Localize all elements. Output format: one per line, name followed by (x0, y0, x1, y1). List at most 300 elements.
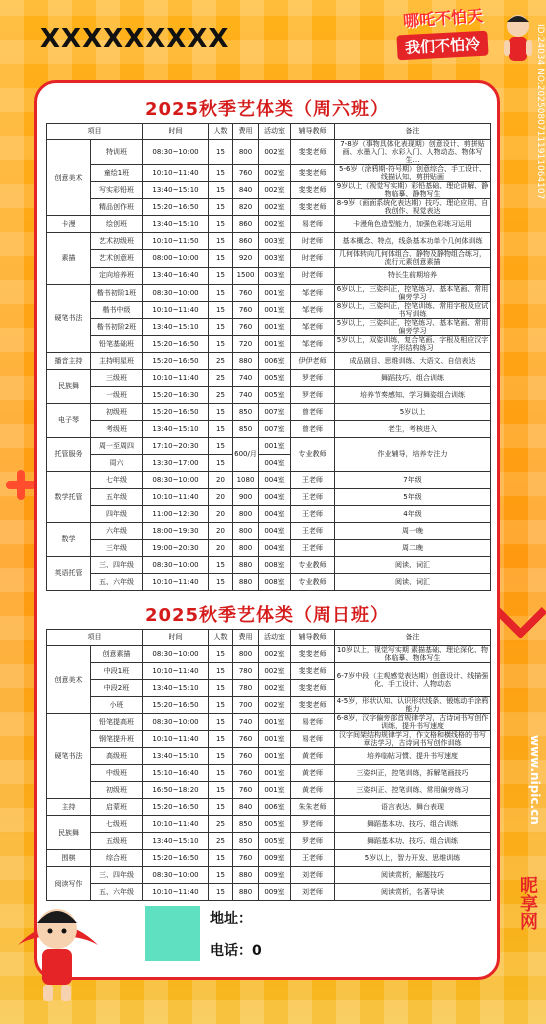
room-cell: 005室 (259, 369, 291, 386)
room-cell: 006室 (259, 352, 291, 369)
capacity-cell: 15 (209, 714, 233, 731)
table-row (47, 522, 491, 539)
note-cell: 5岁以上 (335, 403, 491, 420)
class-name-cell: 中段1班 (91, 663, 143, 680)
table-row (47, 250, 491, 267)
class-name-cell: 一级班 (91, 386, 143, 403)
category-cell: 素描 (47, 233, 91, 284)
fee-cell: 800 (233, 522, 259, 539)
slogan-badge (388, 6, 498, 58)
capacity-cell: 25 (209, 369, 233, 386)
teacher-cell: 专业教师 (291, 573, 335, 590)
room-cell: 008室 (259, 573, 291, 590)
time-cell: 15:20~16:50 (143, 403, 209, 420)
note-cell: 汉字间架结构规律学习，作文格和横线格的书写章法学习，古诗词书写创作训练 (335, 731, 491, 748)
table-row (47, 748, 491, 765)
room-cell: 004室 (259, 471, 291, 488)
note-cell: 6-8岁，汉字偏旁部首规律学习，古诗词书写创作训练，提升书写速度 (335, 714, 491, 731)
capacity-cell: 15 (209, 850, 233, 867)
note-cell: 8岁以上，三姿纠正，控笔训练、常用字根及应试书写训练 (335, 301, 491, 318)
table-row (47, 884, 491, 901)
fee-cell: 880 (233, 352, 259, 369)
note-cell: 阅读赏析，名著导读 (335, 884, 491, 901)
time-cell: 10:10~11:40 (143, 301, 209, 318)
note-cell: 5岁以上，三姿纠正，控笔练习、基本笔画、常用偏旁学习 (335, 318, 491, 335)
fee-cell: 1500 (233, 267, 259, 284)
table-row (47, 646, 491, 663)
note-cell: 三姿纠正，控笔训练，拆解笔画技巧 (335, 765, 491, 782)
capacity-cell: 15 (209, 884, 233, 901)
capacity-cell: 15 (209, 646, 233, 663)
room-cell: 005室 (259, 386, 291, 403)
teacher-cell: 斐斐老师 (291, 199, 335, 216)
category-cell: 电子琴 (47, 403, 91, 437)
time-cell: 08:30~10:00 (143, 556, 209, 573)
class-name-cell: 六年级 (91, 522, 143, 539)
room-cell: 003室 (259, 233, 291, 250)
class-name-cell: 童绘1班 (91, 165, 143, 182)
fee-cell: 760 (233, 165, 259, 182)
column-header: 备注 (335, 630, 491, 646)
teacher-cell: 曾老师 (291, 403, 335, 420)
brand-name: XXXXXXXXX (40, 24, 230, 54)
fee-cell: 760 (233, 301, 259, 318)
fee-cell: 760 (233, 318, 259, 335)
note-cell: 舞蹈技巧、组合训练 (335, 369, 491, 386)
class-name-cell: 七年级 (91, 471, 143, 488)
mascot-bottom-icon (10, 885, 105, 1005)
slogan-line-2: 我们不怕冷 (397, 31, 489, 61)
time-cell: 13:40~15:10 (143, 182, 209, 199)
table-row (47, 867, 491, 884)
teacher-cell: 王老师 (291, 488, 335, 505)
category-cell: 创意美术 (47, 140, 91, 216)
class-name-cell: 精品创作班 (91, 199, 143, 216)
table-row (47, 833, 491, 850)
fee-cell: 880 (233, 867, 259, 884)
capacity-cell: 20 (209, 539, 233, 556)
room-cell: 001室 (259, 284, 291, 301)
time-cell: 11:00~12:30 (143, 505, 209, 522)
room-cell: 001室 (259, 731, 291, 748)
class-name-cell: 主持明星班 (91, 352, 143, 369)
note-cell: 基本概念、特点，线条基本功单个几何体训练 (335, 233, 491, 250)
table-row (47, 352, 491, 369)
table-row (47, 488, 491, 505)
teacher-cell: 黄老师 (291, 748, 335, 765)
time-cell: 08:30~10:00 (143, 646, 209, 663)
note-cell: 培养节奏感知、学习舞姿组合训练 (335, 386, 491, 403)
time-cell: 13:30~17:00 (143, 454, 209, 471)
teacher-cell: 邹老师 (291, 301, 335, 318)
room-cell: 002室 (259, 697, 291, 714)
table-row (47, 556, 491, 573)
capacity-cell: 15 (209, 233, 233, 250)
table-row (47, 216, 491, 233)
time-cell: 10:10~11:40 (143, 488, 209, 505)
fee-cell: 800 (233, 505, 259, 522)
capacity-cell: 15 (209, 199, 233, 216)
class-name-cell: 周六 (91, 454, 143, 471)
time-cell: 17:10~20:30 (143, 437, 209, 454)
note-cell: 特长生前期培养 (335, 267, 491, 284)
note-cell: 卡漫角色造型能力，加强色彩练习运用 (335, 216, 491, 233)
category-cell: 播音主持 (47, 352, 91, 369)
column-header: 项目 (47, 630, 143, 646)
category-cell: 围棋 (47, 850, 91, 867)
time-cell: 08:30~10:00 (143, 140, 209, 165)
note-cell: 三姿纠正、控笔训练、常用偏旁练习 (335, 782, 491, 799)
capacity-cell: 15 (209, 748, 233, 765)
fee-cell: 780 (233, 663, 259, 680)
room-cell: 009室 (259, 850, 291, 867)
room-cell: 002室 (259, 680, 291, 697)
capacity-cell: 15 (209, 573, 233, 590)
fee-cell: 780 (233, 680, 259, 697)
room-cell: 004室 (259, 488, 291, 505)
capacity-cell: 15 (209, 799, 233, 816)
schedule-card (34, 80, 500, 980)
class-name-cell: 特训班 (91, 140, 143, 165)
category-cell: 民族舞 (47, 369, 91, 403)
capacity-cell: 15 (209, 335, 233, 352)
category-cell: 数学托管 (47, 471, 91, 522)
table-row (47, 573, 491, 590)
watermark-brand: 昵享网 (517, 876, 538, 930)
phone-text: 电话：0 (210, 943, 262, 959)
column-header: 时间 (143, 630, 209, 646)
class-name-cell: 启蒙班 (91, 799, 143, 816)
class-name-cell: 定向培养班 (91, 267, 143, 284)
time-cell: 15:20~16:30 (143, 386, 209, 403)
table-row (47, 403, 491, 420)
fee-cell: 1080 (233, 471, 259, 488)
teacher-cell: 易老师 (291, 216, 335, 233)
fee-cell: 800 (233, 539, 259, 556)
time-cell: 15:20~16:50 (143, 352, 209, 369)
time-cell: 19:00~20:30 (143, 539, 209, 556)
class-name-cell: 创意素描 (91, 646, 143, 663)
teacher-cell: 罗老师 (291, 369, 335, 386)
note-cell: 阅读、词汇 (335, 573, 491, 590)
capacity-cell: 15 (209, 250, 233, 267)
room-cell: 001室 (259, 765, 291, 782)
fee-cell: 740 (233, 369, 259, 386)
capacity-cell: 25 (209, 386, 233, 403)
note-cell: 7年级 (335, 471, 491, 488)
class-name-cell: 三、四年级 (91, 867, 143, 884)
time-cell: 10:10~11:40 (143, 816, 209, 833)
teacher-cell: 罗老师 (291, 816, 335, 833)
note-cell: 几何体转向几何体组合、静物及静物组合练习，流行元素创意素描 (335, 250, 491, 267)
column-header: 费用 (233, 630, 259, 646)
room-cell: 001室 (259, 437, 291, 454)
fee-cell: 760 (233, 731, 259, 748)
column-header: 项目 (47, 124, 143, 140)
time-cell: 16:50~18:20 (143, 782, 209, 799)
time-cell: 10:10~11:40 (143, 663, 209, 680)
note-cell: 语言表达、舞台表现 (335, 799, 491, 816)
teacher-cell: 易老师 (291, 731, 335, 748)
category-cell: 硬笔书法 (47, 714, 91, 799)
fee-cell: 760 (233, 782, 259, 799)
teacher-cell: 罗老师 (291, 833, 335, 850)
capacity-cell: 15 (209, 420, 233, 437)
plus-decoration-icon (6, 470, 36, 500)
table-row (47, 420, 491, 437)
teacher-cell: 朱朱老师 (291, 799, 335, 816)
note-cell: 舞蹈基本功、技巧、组合训练 (335, 833, 491, 850)
room-cell: 002室 (259, 165, 291, 182)
fee-cell: 850 (233, 816, 259, 833)
class-name-cell: 钢笔提升班 (91, 731, 143, 748)
fee-cell: 840 (233, 799, 259, 816)
sunday-schedule-table (46, 629, 491, 901)
fee-cell: 700 (233, 697, 259, 714)
fee-cell: 740 (233, 386, 259, 403)
room-cell: 007室 (259, 403, 291, 420)
room-cell: 001室 (259, 782, 291, 799)
saturday-title: 2025秋季艺体类（周六班） (144, 99, 390, 120)
time-cell: 18:00~19:30 (143, 522, 209, 539)
note-cell: 阅读、词汇 (335, 556, 491, 573)
capacity-cell: 25 (209, 833, 233, 850)
class-name-cell: 综合班 (91, 850, 143, 867)
category-cell: 创意美术 (47, 646, 91, 714)
fee-cell: 920 (233, 250, 259, 267)
time-cell: 10:10~11:50 (143, 233, 209, 250)
table-row (47, 318, 491, 335)
teacher-cell: 王老师 (291, 539, 335, 556)
room-cell: 002室 (259, 182, 291, 199)
column-header: 活动室 (259, 124, 291, 140)
fee-cell: 860 (233, 216, 259, 233)
capacity-cell: 15 (209, 867, 233, 884)
table-row (47, 505, 491, 522)
teacher-cell: 刘老师 (291, 884, 335, 901)
capacity-cell: 25 (209, 352, 233, 369)
fee-cell: 880 (233, 556, 259, 573)
capacity-cell: 15 (209, 697, 233, 714)
class-name-cell: 小班 (91, 697, 143, 714)
time-cell: 10:10~11:40 (143, 165, 209, 182)
column-header: 辅导教师 (291, 630, 335, 646)
fee-cell: 800 (233, 140, 259, 165)
note-cell: 7-8岁（事物具体化表现期）创意设计、剪拼贴画、水墨入门、水彩入门、人物动态、物体写生… (335, 140, 491, 165)
teacher-cell: 邹老师 (291, 318, 335, 335)
note-cell: 成品剧目、思维训练、大语文、自信表达 (335, 352, 491, 369)
class-name-cell: 楷书初阶2班 (91, 318, 143, 335)
time-cell: 15:20~16:50 (143, 199, 209, 216)
room-cell: 001室 (259, 318, 291, 335)
capacity-cell: 15 (209, 318, 233, 335)
table-row (47, 233, 491, 250)
time-cell: 10:10~11:40 (143, 369, 209, 386)
class-name-cell: 初级班 (91, 782, 143, 799)
room-cell: 002室 (259, 216, 291, 233)
time-cell: 13:40~16:40 (143, 267, 209, 284)
room-cell: 004室 (259, 505, 291, 522)
capacity-cell: 15 (209, 731, 233, 748)
teacher-cell: 斐斐老师 (291, 140, 335, 165)
class-name-cell: 中级班 (91, 765, 143, 782)
capacity-cell: 15 (209, 301, 233, 318)
teacher-cell: 斐斐老师 (291, 646, 335, 663)
teacher-cell: 黄老师 (291, 782, 335, 799)
time-cell: 08:30~10:00 (143, 714, 209, 731)
capacity-cell: 20 (209, 505, 233, 522)
column-header: 时间 (143, 124, 209, 140)
table-row (47, 284, 491, 301)
teacher-cell: 专业教师 (291, 556, 335, 573)
room-cell: 005室 (259, 816, 291, 833)
category-cell: 民族舞 (47, 816, 91, 850)
capacity-cell: 15 (209, 437, 233, 454)
category-cell: 数学 (47, 522, 91, 556)
teacher-cell: 时老师 (291, 233, 335, 250)
table-row (47, 301, 491, 318)
capacity-cell: 15 (209, 403, 233, 420)
time-cell: 10:10~11:40 (143, 731, 209, 748)
sunday-title: 2025秋季艺体类（周日班） (144, 605, 390, 626)
table-row (47, 140, 491, 165)
time-cell: 15:20~16:50 (143, 799, 209, 816)
category-cell: 阅读写作 (47, 867, 91, 901)
teacher-cell: 邹老师 (291, 335, 335, 352)
image-id-text: ID:24034 NO:20250807111911064107 (535, 24, 545, 200)
teacher-cell: 时老师 (291, 250, 335, 267)
table-row (47, 765, 491, 782)
category-cell: 主持 (47, 799, 91, 816)
note-cell: 阅读赏析，解题技巧 (335, 867, 491, 884)
time-cell: 15:20~16:50 (143, 697, 209, 714)
watermark-url: www.nipic.cn (528, 735, 542, 825)
fee-cell: 860 (233, 233, 259, 250)
class-name-cell: 高级班 (91, 748, 143, 765)
class-name-cell: 考级班 (91, 420, 143, 437)
note-cell: 舞蹈基本功、技巧、组合训练 (335, 816, 491, 833)
table-row (47, 182, 491, 199)
capacity-cell: 15 (209, 680, 233, 697)
note-cell: 老生，考核进入 (335, 420, 491, 437)
class-name-cell: 五年级 (91, 488, 143, 505)
table-row (47, 471, 491, 488)
room-cell: 001室 (259, 748, 291, 765)
note-cell: 9岁以上（视觉写实期）彩铅基础、理论讲解、静物临摹、静物写生 (335, 182, 491, 199)
teacher-cell: 王老师 (291, 522, 335, 539)
time-cell: 15:20~16:50 (143, 335, 209, 352)
teacher-cell: 斐斐老师 (291, 697, 335, 714)
fee-cell: 740 (233, 714, 259, 731)
room-cell: 005室 (259, 833, 291, 850)
class-name-cell: 楷书中级 (91, 301, 143, 318)
fee-cell: 760 (233, 284, 259, 301)
time-cell: 08:30~10:00 (143, 471, 209, 488)
room-cell: 002室 (259, 663, 291, 680)
fee-cell: 600/月 (233, 437, 259, 471)
class-name-cell: 艺术创意班 (91, 250, 143, 267)
class-name-cell: 五级班 (91, 833, 143, 850)
time-cell: 15:10~16:40 (143, 765, 209, 782)
teacher-cell: 王老师 (291, 471, 335, 488)
address-label: 地址： (210, 911, 252, 927)
room-cell: 004室 (259, 539, 291, 556)
teacher-cell: 邹老师 (291, 284, 335, 301)
teacher-cell: 专业教师 (291, 437, 335, 471)
capacity-cell: 15 (209, 284, 233, 301)
note-cell: 5年级 (335, 488, 491, 505)
time-cell: 13:40~15:10 (143, 748, 209, 765)
class-name-cell: 铅笔基础班 (91, 335, 143, 352)
note-cell: 周二晚 (335, 539, 491, 556)
column-header: 人数 (209, 630, 233, 646)
capacity-cell: 15 (209, 454, 233, 471)
fee-cell: 820 (233, 199, 259, 216)
teacher-cell: 王老师 (291, 850, 335, 867)
capacity-cell: 15 (209, 782, 233, 799)
fee-cell: 850 (233, 833, 259, 850)
fee-cell: 880 (233, 573, 259, 590)
table-row (47, 697, 491, 714)
teacher-cell: 斐斐老师 (291, 165, 335, 182)
note-cell: 4-5岁，形状认知、认识形状线条、锻炼动手涂鸦能力 (335, 697, 491, 714)
table-row (47, 850, 491, 867)
room-cell: 003室 (259, 267, 291, 284)
room-cell: 001室 (259, 301, 291, 318)
fee-cell: 760 (233, 850, 259, 867)
column-header: 费用 (233, 124, 259, 140)
room-cell: 006室 (259, 799, 291, 816)
note-cell: 作业辅导，培养专注力 (335, 437, 491, 471)
teacher-cell: 罗老师 (291, 386, 335, 403)
time-cell: 13:40~15:10 (143, 420, 209, 437)
class-name-cell: 绘创班 (91, 216, 143, 233)
time-cell: 08:30~10:00 (143, 867, 209, 884)
table-row (47, 437, 491, 454)
class-name-cell: 楷书初阶1班 (91, 284, 143, 301)
teacher-cell: 刘老师 (291, 867, 335, 884)
capacity-cell: 15 (209, 663, 233, 680)
room-cell: 003室 (259, 250, 291, 267)
note-cell: 4年级 (335, 505, 491, 522)
fee-cell: 850 (233, 420, 259, 437)
class-name-cell: 五、六年级 (91, 573, 143, 590)
note-cell: 培养临帖习惯、提升书写速度 (335, 748, 491, 765)
teacher-cell: 易老师 (291, 714, 335, 731)
teacher-cell: 曾老师 (291, 420, 335, 437)
column-header: 人数 (209, 124, 233, 140)
time-cell: 08:30~10:00 (143, 284, 209, 301)
room-cell: 009室 (259, 884, 291, 901)
room-cell: 007室 (259, 420, 291, 437)
table-row (47, 714, 491, 731)
table-row (47, 663, 491, 680)
time-cell: 13:40~15:10 (143, 833, 209, 850)
class-name-cell: 写实彩铅班 (91, 182, 143, 199)
note-cell: 10岁以上，视觉写实期 素描基础、理论深化、物体临摹、物体写生 (335, 646, 491, 663)
class-name-cell: 初级班 (91, 403, 143, 420)
table-row (47, 267, 491, 284)
room-cell: 001室 (259, 335, 291, 352)
table-row (47, 816, 491, 833)
capacity-cell: 15 (209, 216, 233, 233)
note-cell: 8-9岁（画面系统化表达期）技巧、理论应用、自我创作、视觉表达 (335, 199, 491, 216)
category-cell: 托管服务 (47, 437, 91, 471)
room-cell: 004室 (259, 522, 291, 539)
room-cell: 008室 (259, 556, 291, 573)
room-cell: 004室 (259, 454, 291, 471)
column-header: 备注 (335, 124, 491, 140)
